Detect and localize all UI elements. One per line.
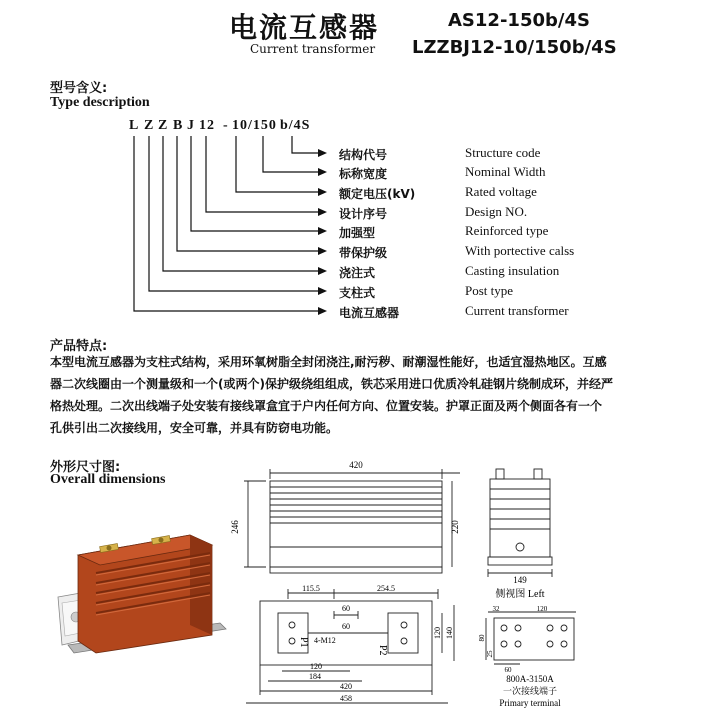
desc-en-post-type: Post type [465, 283, 514, 298]
features-heading: 产品特点: [50, 339, 108, 354]
model-number-1: AS12-150b/4S [448, 10, 590, 31]
desc-cn-reinforced: 加强型 [339, 226, 376, 240]
product-photo [40, 505, 230, 665]
desc-cn-protective-class: 带保护级 [339, 246, 388, 260]
plan-label-p1: P1 [298, 637, 309, 648]
model-number-2: LZZBJ12-10/150b/4S [412, 37, 617, 58]
side-dim-149: 149 [513, 575, 527, 585]
plan-dim-120: 120 [310, 662, 322, 671]
code-char-b: B [173, 118, 184, 133]
plan-dim-420: 420 [340, 682, 352, 691]
plan-dim-254-5: 254.5 [377, 584, 395, 593]
code-char-12: 12 [199, 118, 215, 133]
plan-dim-184: 184 [309, 672, 321, 681]
desc-en-protective-class: With portective calss [465, 243, 575, 258]
desc-cn-post-type: 支柱式 [339, 286, 376, 300]
desc-cn-nominal-width: 标称宽度 [339, 167, 388, 181]
terminal-dim-120: 120 [536, 605, 548, 613]
code-char-150: /150 [248, 118, 277, 133]
terminal-dim-32: 32 [492, 605, 500, 613]
desc-cn-design-no: 设计序号 [339, 207, 388, 221]
code-char-dash: - [223, 118, 229, 133]
side-view-drawing [480, 465, 580, 610]
plan-dim-120-right: 120 [433, 627, 442, 639]
dimensions-heading-cn: 外形尺寸图: [50, 460, 121, 475]
plan-dim-60a: 60 [342, 604, 350, 613]
desc-en-current-transformer: Current transformer [465, 303, 569, 318]
code-char-l: L [129, 118, 140, 133]
desc-en-design-no: Design NO. [465, 204, 528, 219]
features-line-1: 本型电流互感器为支柱式结构，采用环氧树脂全封闭浇注,耐污秽、耐潮湿性能好，也适宜湿热地区。互感 [50, 355, 607, 369]
desc-en-casting: Casting insulation [465, 263, 560, 278]
desc-en-rated-voltage: Rated voltage [465, 184, 537, 199]
code-char-j: J [187, 118, 195, 133]
side-view-label: 侧视图 Left [495, 589, 545, 600]
desc-cn-structure-code: 结构代号 [339, 148, 388, 162]
front-dim-246: 246 [230, 520, 240, 534]
code-char-z1: Z [144, 118, 155, 133]
code-char-10: 10 [232, 118, 248, 133]
code-char-z2: Z [158, 118, 169, 133]
desc-cn-current-transformer: 电流互感器 [339, 306, 400, 320]
plan-dim-4m12: 4-M12 [314, 636, 336, 645]
plan-view-drawing [238, 585, 473, 711]
plan-dim-140-right: 140 [445, 627, 454, 639]
desc-cn-rated-voltage: 额定电压(kV) [339, 187, 416, 201]
terminal-dim-60: 60 [504, 666, 512, 674]
desc-en-reinforced: Reinforced type [465, 223, 549, 238]
terminal-caption-rating: 800A-3150A [506, 674, 554, 684]
features-paragraph [50, 351, 710, 439]
type-desc-heading-cn: 型号含义: [50, 81, 108, 96]
page-title-cn: 电流互感器 [229, 11, 380, 44]
front-view-drawing [230, 455, 460, 595]
plan-dim-458: 458 [340, 694, 352, 703]
terminal-caption-en: Primary terminal [499, 698, 561, 708]
page-title-en: Current transformer [250, 42, 376, 56]
code-char-b4s: b/4S [280, 118, 311, 133]
desc-en-nominal-width: Nominal Width [465, 164, 546, 179]
features-line-4: 孔供引出二次接线用，安全可靠，并具有防窃电功能。 [50, 421, 339, 435]
terminal-dim-80: 80 [478, 634, 486, 642]
front-dim-420: 420 [349, 460, 363, 470]
front-dim-220: 220 [450, 520, 460, 534]
terminal-dim-25: 25 [486, 650, 494, 658]
plan-dim-115-5: 115.5 [302, 584, 320, 593]
desc-en-structure-code: Structure code [465, 145, 541, 160]
terminal-caption-cn: 一次接线端子 [502, 686, 558, 696]
desc-cn-casting: 浇注式 [339, 266, 376, 280]
features-line-3: 格热处理。二次出线端子处安装有接线罩盒宜于户内任何方向、位置安装。护罩正面及两个侧面各有一个 [50, 399, 603, 413]
primary-terminal-drawing [478, 605, 580, 711]
plan-label-p2: P2 [377, 645, 388, 656]
features-line-2: 器二次线圈由一个测量级和一个(或两个)保护级绕组组成，铁芯采用进口优质冷轧硅钢片绕制成环，并经严 [50, 377, 613, 391]
type-desc-heading-en: Type description [50, 95, 150, 110]
plan-dim-60b: 60 [342, 622, 350, 631]
dimensions-heading-en: Overall dimensions [50, 472, 166, 487]
